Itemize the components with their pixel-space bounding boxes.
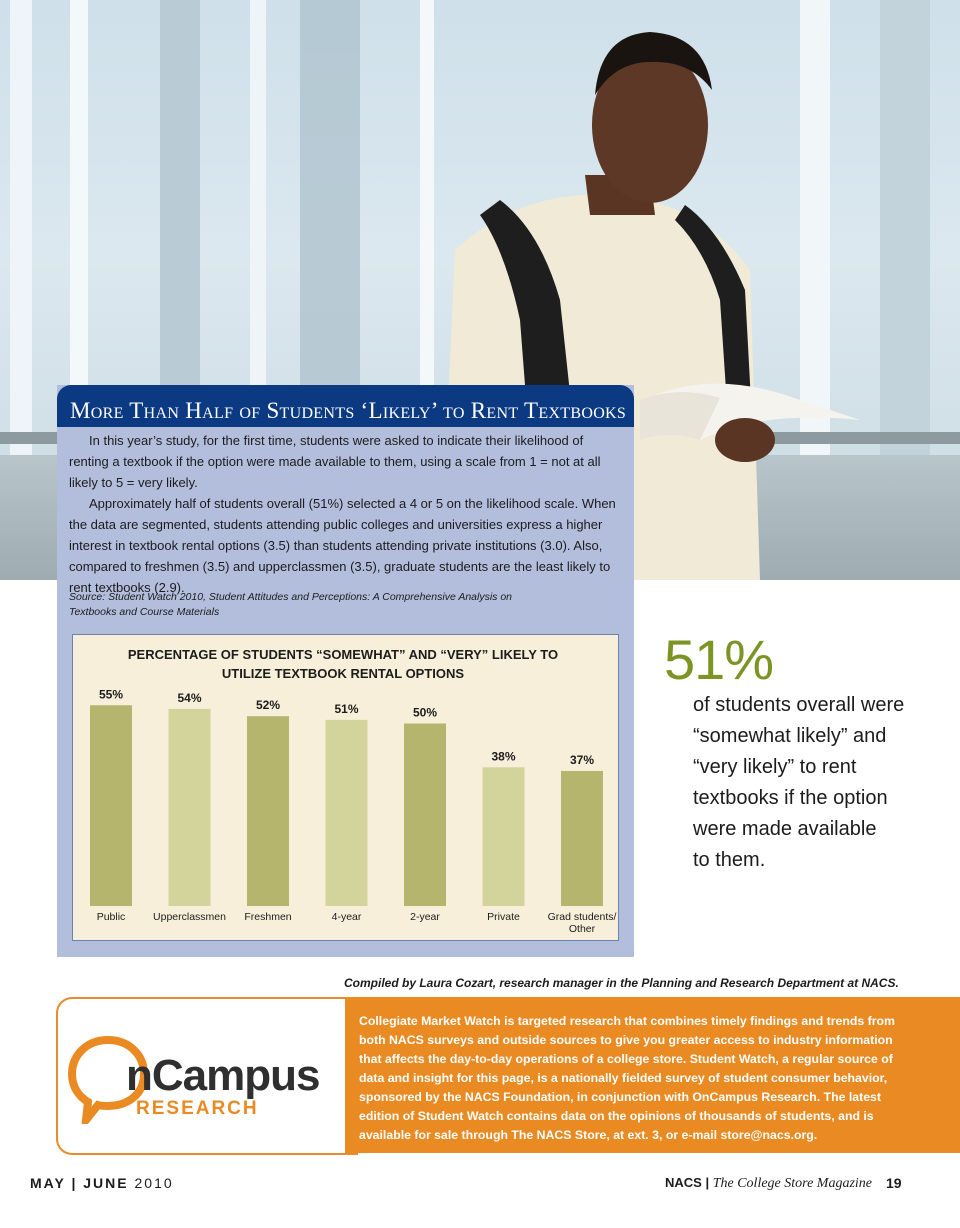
category-label: 2-year [410,911,440,923]
stat-line: “somewhat likely” and [693,725,887,747]
info-line: that affects the day-to-day operations of a college store. Student Watch, a regular source of [359,1052,893,1066]
stat-line: to them. [693,849,766,871]
bar-1 [169,709,211,906]
bar-value-label: 52% [255,698,281,713]
org-name: NACS | [665,1175,710,1190]
bar-3 [326,720,368,906]
source-line: Source: Student Watch 2010, Student Attitudes and Perceptions: A Comprehensive Analysis on [69,591,513,603]
bar-value-label: 37% [569,752,595,767]
magazine-name [665,1175,872,1192]
logo-research-label: RESEARCH [136,1098,259,1119]
article-body [69,430,624,598]
category-label: Upperclassmen [153,911,226,923]
stat-line: textbooks if the option [693,787,888,809]
info-line: data and insight for this page, is a nationally fielded survey of student consumer behavior, [359,1071,888,1085]
info-line: edition of Student Watch contains data on the opinions of thousands of students, and is [359,1109,874,1123]
logo-wordmark: nCampus [126,1051,320,1100]
article-paragraph: In this year’s study, for the first time, students were asked to indicate their likelihood of renting a textbook if the option were made available to them, using a scale from 1 = not at all likely to 5 = very likely. [69,433,601,490]
article-panel [57,385,634,957]
category-label: Other [568,923,596,935]
bar-4 [404,724,446,907]
bar-value-label: 55% [98,687,124,702]
article-paragraph: Approximately half of students overall (51%) selected a 4 or 5 on the likelihood scale. When the data are segmented, students attending public colleges and universities express a higher interest in textbook rental options (3.5) than students attending private institutions (3.0). Also, compared to freshmen (3.5) and upperclassmen (3.5), graduate students are the least likely to rent textbooks (2.9). [69,496,616,595]
info-line: available for sale through The NACS Store, at ext. 3, or e-mail store@nacs.org. [359,1128,818,1142]
chart-canvas [73,635,618,940]
market-watch-text [359,1012,919,1145]
info-line: sponsored by the NACS Foundation, in conjunction with OnCampus Research. The latest [359,1090,881,1104]
bar-6 [561,771,603,906]
market-watch-lead: Collegiate Market Watch [359,1014,501,1028]
category-label: 4-year [331,911,362,923]
article-header [57,385,634,427]
bar-value-label: 51% [334,701,359,716]
article-source [69,590,589,620]
oncampus-logo-box [56,997,358,1155]
market-watch-info-box [345,997,960,1153]
category-label: Grad students/ [547,911,617,923]
big-stat-value: 51% [664,628,774,691]
big-stat-caption [693,690,933,876]
compiled-by-credit: Compiled by Laura Cozart, research manager in the Planning and Research Department at NACS. [344,976,899,990]
info-line: is targeted research that combines timely findings and trends from [500,1014,895,1028]
category-label: Public [96,911,126,923]
category-label: Private [487,911,520,923]
page-number: 19 [886,1175,902,1191]
issue-date [30,1175,174,1191]
bar-2 [247,716,289,906]
bar-value-label: 50% [412,705,438,720]
chart-title-line: PERCENTAGE OF STUDENTS “SOMEWHAT” AND “VERY” LIKELY TO [127,647,559,662]
stat-line: of students overall were [693,694,905,716]
chart-title-line: UTILIZE TEXTBOOK RENTAL OPTIONS [221,666,465,681]
bar-5 [483,767,525,906]
info-line: both NACS surveys and outside sources to give you greater access to industry information [359,1033,893,1047]
issue-months: MAY | JUNE [30,1175,129,1191]
bar-0 [90,705,132,906]
bar-value-label: 38% [491,749,516,764]
source-line: Textbooks and Course Materials [69,606,220,618]
stat-line: “very likely” to rent [693,756,857,778]
category-label: Freshmen [244,911,292,923]
bar-chart [72,634,619,941]
magazine-title: The College Store Magazine [712,1176,873,1191]
issue-year: 2010 [134,1175,174,1191]
stat-line: were made available [693,818,877,840]
article-title: More Than Half of Students ‘Likely’ to Rent Textbooks [70,398,627,423]
bar-value-label: 54% [177,690,202,705]
